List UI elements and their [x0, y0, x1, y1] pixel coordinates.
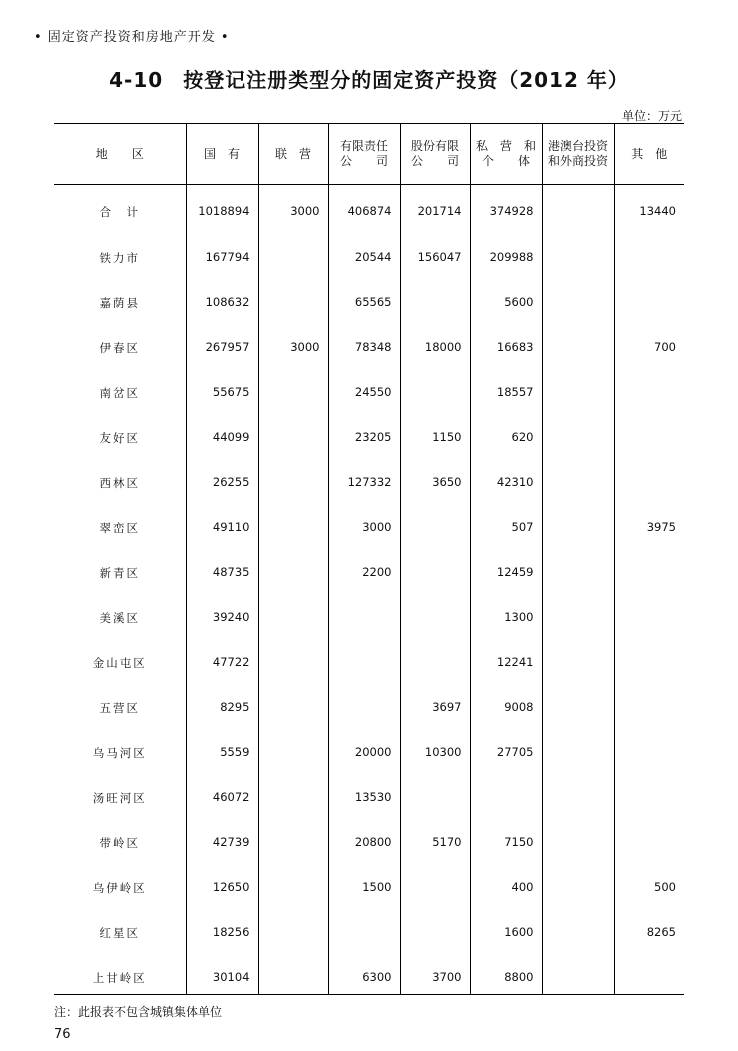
value-cell — [258, 635, 328, 680]
value-cell: 7150 — [470, 815, 542, 860]
table-row — [54, 860, 684, 905]
value-cell: 3700 — [400, 950, 470, 995]
value-cell: 1500 — [328, 860, 400, 905]
value-cell — [542, 230, 614, 275]
value-cell: 167794 — [186, 230, 258, 275]
value-cell: 700 — [614, 320, 684, 365]
value-cell — [542, 770, 614, 815]
value-cell: 13530 — [328, 770, 400, 815]
value-cell: 78348 — [328, 320, 400, 365]
value-cell — [400, 905, 470, 950]
value-cell — [614, 680, 684, 725]
table-row — [54, 410, 684, 455]
value-cell: 3000 — [258, 185, 328, 230]
footnote: 注：此报表不包含城镇集体单位 — [54, 1005, 223, 1019]
value-cell: 9008 — [470, 680, 542, 725]
value-cell — [542, 680, 614, 725]
value-cell — [328, 635, 400, 680]
value-cell: 1300 — [470, 590, 542, 635]
value-cell: 1018894 — [186, 185, 258, 230]
value-cell — [542, 410, 614, 455]
region-cell: 红星区 — [99, 925, 140, 940]
value-cell — [400, 860, 470, 905]
value-cell: 8800 — [470, 950, 542, 995]
table-row — [54, 185, 684, 230]
value-cell — [614, 275, 684, 320]
table-title-text: 按登记注册类型分的固定资产投资（2012 年） — [183, 68, 629, 92]
value-cell — [400, 635, 470, 680]
value-cell: 108632 — [186, 275, 258, 320]
value-cell: 18000 — [400, 320, 470, 365]
value-cell: 400 — [470, 860, 542, 905]
page-number: 76 — [54, 1027, 71, 1042]
value-cell — [542, 320, 614, 365]
table-row — [54, 500, 684, 545]
value-cell: 1150 — [400, 410, 470, 455]
value-cell: 3000 — [258, 320, 328, 365]
value-cell: 12241 — [470, 635, 542, 680]
region-cell: 西林区 — [99, 475, 140, 490]
value-cell — [542, 860, 614, 905]
value-cell — [614, 770, 684, 815]
region-cell: 新青区 — [99, 565, 140, 580]
table-title — [0, 64, 738, 93]
value-cell: 201714 — [400, 185, 470, 230]
value-cell — [258, 455, 328, 500]
value-cell — [258, 680, 328, 725]
region-cell: 乌马河区 — [92, 745, 147, 760]
table-header — [54, 124, 684, 185]
value-cell — [328, 905, 400, 950]
value-cell — [614, 725, 684, 770]
column-header: 联 营 — [258, 124, 328, 185]
value-cell: 8265 — [614, 905, 684, 950]
value-cell — [400, 590, 470, 635]
value-cell: 12459 — [470, 545, 542, 590]
investment-table — [54, 123, 684, 995]
value-cell — [542, 275, 614, 320]
value-cell: 2200 — [328, 545, 400, 590]
value-cell — [328, 680, 400, 725]
value-cell — [542, 815, 614, 860]
value-cell: 18557 — [470, 365, 542, 410]
table-row — [54, 275, 684, 320]
region-cell: 嘉荫县 — [99, 295, 140, 310]
value-cell — [400, 275, 470, 320]
value-cell: 5170 — [400, 815, 470, 860]
value-cell: 406874 — [328, 185, 400, 230]
value-cell: 30104 — [186, 950, 258, 995]
value-cell — [542, 500, 614, 545]
value-cell: 127332 — [328, 455, 400, 500]
value-cell — [614, 545, 684, 590]
value-cell — [400, 365, 470, 410]
value-cell — [258, 950, 328, 995]
value-cell: 13440 — [614, 185, 684, 230]
region-cell: 翠峦区 — [99, 520, 140, 535]
value-cell: 42739 — [186, 815, 258, 860]
value-cell: 209988 — [470, 230, 542, 275]
value-cell: 48735 — [186, 545, 258, 590]
value-cell — [542, 365, 614, 410]
table-row — [54, 320, 684, 365]
value-cell — [470, 770, 542, 815]
value-cell: 18256 — [186, 905, 258, 950]
value-cell: 26255 — [186, 455, 258, 500]
value-cell — [258, 365, 328, 410]
value-cell: 507 — [470, 500, 542, 545]
value-cell: 6300 — [328, 950, 400, 995]
value-cell — [614, 815, 684, 860]
value-cell: 27705 — [470, 725, 542, 770]
table-row — [54, 365, 684, 410]
value-cell: 3975 — [614, 500, 684, 545]
value-cell: 500 — [614, 860, 684, 905]
value-cell — [542, 635, 614, 680]
value-cell — [258, 410, 328, 455]
table-row — [54, 905, 684, 950]
column-header: 其 他 — [614, 124, 684, 185]
value-cell — [400, 545, 470, 590]
value-cell — [614, 365, 684, 410]
region-cell: 伊春区 — [99, 340, 140, 355]
value-cell — [258, 500, 328, 545]
unit-label: 单位：万元 — [621, 109, 682, 123]
table-row — [54, 815, 684, 860]
value-cell — [542, 590, 614, 635]
value-cell — [258, 230, 328, 275]
table-body — [54, 185, 684, 995]
section-header: • 固定资产投资和房地产开发 • — [34, 30, 230, 45]
value-cell — [542, 905, 614, 950]
value-cell — [400, 500, 470, 545]
value-cell: 374928 — [470, 185, 542, 230]
column-header: 港澳台投资 和外商投资 — [542, 124, 614, 185]
value-cell: 10300 — [400, 725, 470, 770]
column-header: 股份有限 公 司 — [400, 124, 470, 185]
value-cell: 3697 — [400, 680, 470, 725]
region-cell: 合 计 — [99, 205, 140, 219]
value-cell: 12650 — [186, 860, 258, 905]
value-cell: 8295 — [186, 680, 258, 725]
region-cell: 五营区 — [99, 700, 140, 715]
value-cell — [614, 230, 684, 275]
value-cell — [614, 410, 684, 455]
value-cell — [258, 815, 328, 860]
value-cell: 16683 — [470, 320, 542, 365]
table-row — [54, 545, 684, 590]
table-row — [54, 635, 684, 680]
value-cell — [614, 590, 684, 635]
column-header: 地 区 — [54, 124, 186, 185]
region-cell: 南岔区 — [99, 385, 140, 400]
value-cell — [614, 635, 684, 680]
value-cell: 5600 — [470, 275, 542, 320]
region-cell: 友好区 — [99, 430, 140, 445]
table-row — [54, 770, 684, 815]
region-cell: 上甘岭区 — [54, 950, 186, 995]
value-cell — [542, 725, 614, 770]
value-cell — [542, 185, 614, 230]
value-cell — [542, 455, 614, 500]
table-number: 4-10 — [109, 68, 164, 92]
value-cell: 156047 — [400, 230, 470, 275]
value-cell — [542, 545, 614, 590]
value-cell: 65565 — [328, 275, 400, 320]
value-cell — [328, 590, 400, 635]
region-cell: 美溪区 — [99, 610, 140, 625]
value-cell: 24550 — [328, 365, 400, 410]
value-cell — [614, 455, 684, 500]
table-row — [54, 590, 684, 635]
table-row — [54, 455, 684, 500]
value-cell — [258, 545, 328, 590]
region-cell: 带岭区 — [99, 835, 140, 850]
value-cell — [614, 950, 684, 995]
region-cell: 金山屯区 — [92, 655, 147, 670]
value-cell — [258, 725, 328, 770]
value-cell — [258, 860, 328, 905]
value-cell: 46072 — [186, 770, 258, 815]
region-cell: 乌伊岭区 — [92, 880, 147, 895]
value-cell — [258, 905, 328, 950]
value-cell: 5559 — [186, 725, 258, 770]
column-header: 私 营 和 个 体 — [470, 124, 542, 185]
value-cell — [400, 770, 470, 815]
value-cell: 620 — [470, 410, 542, 455]
value-cell: 20800 — [328, 815, 400, 860]
value-cell: 3650 — [400, 455, 470, 500]
column-header: 有限责任 公 司 — [328, 124, 400, 185]
table-row — [54, 680, 684, 725]
value-cell: 20000 — [328, 725, 400, 770]
value-cell: 44099 — [186, 410, 258, 455]
value-cell — [258, 590, 328, 635]
value-cell: 23205 — [328, 410, 400, 455]
column-header: 国 有 — [186, 124, 258, 185]
value-cell: 3000 — [328, 500, 400, 545]
value-cell: 55675 — [186, 365, 258, 410]
value-cell — [258, 770, 328, 815]
value-cell: 267957 — [186, 320, 258, 365]
table-row — [54, 230, 684, 275]
region-cell: 汤旺河区 — [92, 790, 147, 805]
table-row — [54, 950, 684, 995]
value-cell: 42310 — [470, 455, 542, 500]
value-cell: 49110 — [186, 500, 258, 545]
value-cell — [258, 275, 328, 320]
value-cell: 47722 — [186, 635, 258, 680]
value-cell: 39240 — [186, 590, 258, 635]
value-cell — [542, 950, 614, 995]
value-cell: 20544 — [328, 230, 400, 275]
region-cell: 铁力市 — [99, 250, 140, 265]
value-cell: 1600 — [470, 905, 542, 950]
table-row — [54, 725, 684, 770]
